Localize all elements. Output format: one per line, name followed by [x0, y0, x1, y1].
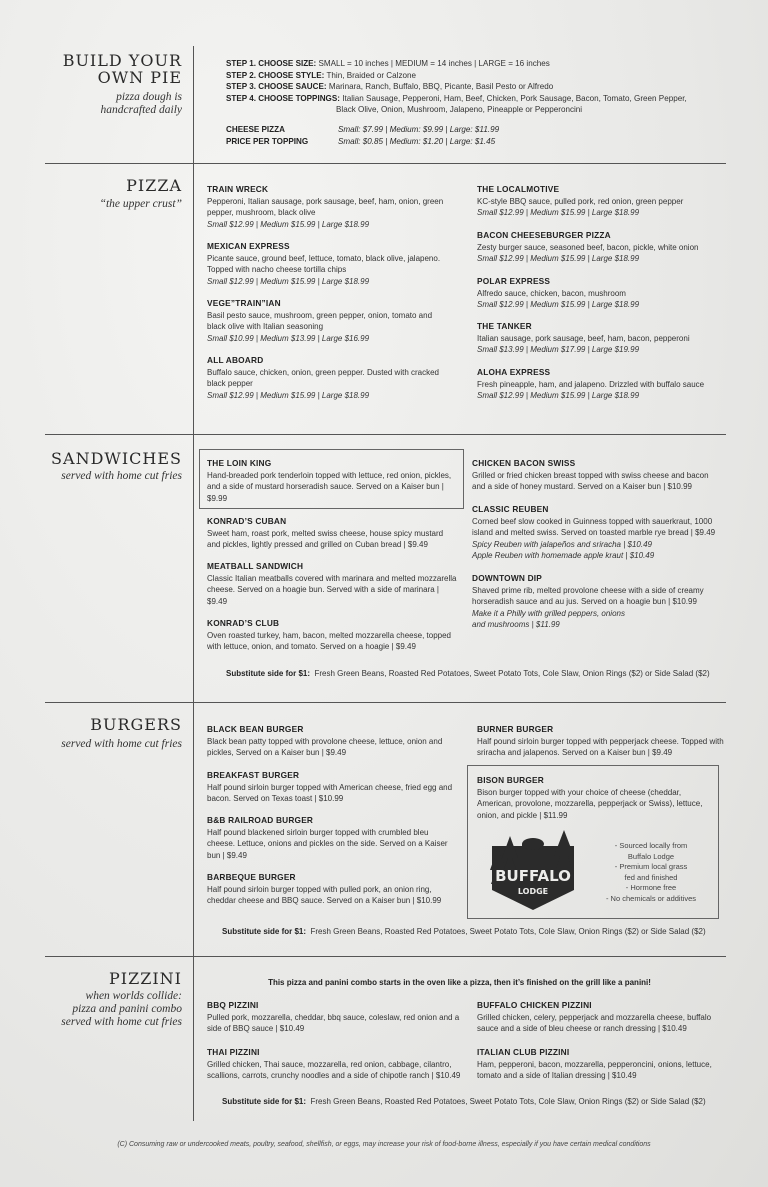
sandwich-item: KONRAD’S CLUB Oven roasted turkey, ham, bacon, melted mozzarella cheese, topped with lettuce, onion, and tomato. Served on a hoagie | $9.49: [207, 618, 451, 652]
sandwich-item: CHICKEN BACON SWISS Grilled or fried chicken breast topped with swiss cheese and bacon and a side of honey mustard. Served on a Kaiser bun | $10.99: [472, 458, 709, 492]
column-divider: [193, 46, 194, 1121]
sandwich-item: THE LOIN KING Hand-breaded pork tenderloin topped with lettuce, red onion, pickles, and a side of mustard horseradish sauce. Served on a Kaiser bun | $9.99: [207, 458, 452, 503]
food-safety-disclaimer: (C) Consuming raw or undercooked meats, poultry, seafood, shellfish, or eggs, may increase your risk of food-borne illness, especially if you have certain medical conditions: [117, 1141, 651, 1148]
pizzini-item: ITALIAN CLUB PIZZINI Ham, pepperoni, bacon, mozzarella, pepperoncini, onions, lettuce, tomato and a side of Italian dressing | $10.49: [477, 1047, 712, 1081]
pizza-item: ALOHA EXPRESS Fresh pineapple, ham, and jalapeno. Drizzled with buffalo sauce Small $12.99 | Medium $15.99 | Large $18.99: [477, 367, 705, 401]
pizzini-note: This pizza and panini combo starts in the oven like a pizza, then it’s finished on the grill like a panini!: [268, 978, 651, 987]
pizzini-title: PIZZINI: [109, 969, 182, 988]
pizzini-subtitle: when worlds collide: pizza and panini combo served with home cut fries: [61, 990, 182, 1028]
cheese-pizza-price: Small: $7.99 | Medium: $9.99 | Large: $11.99: [338, 125, 500, 134]
burgers-subtitle: served with home cut fries: [61, 738, 182, 750]
sandwiches-subtitle: served with home cut fries: [61, 470, 182, 482]
pizza-item: POLAR EXPRESS Alfredo sauce, chicken, bacon, mushroom Small $12.99 | Medium $15.99 | Large $18.99: [477, 276, 640, 310]
pizza-subtitle: “the upper crust”: [99, 198, 182, 210]
burger-substitute: Substitute side for $1: Fresh Green Beans, Roasted Red Potatoes, Sweet Potato Tots, Cole Slaw, Onion Rings ($2) or Side Salad ($2): [222, 927, 706, 936]
pizza-item: ALL ABOARD Buffalo sauce, chicken, onion, green pepper. Dusted with cracked black pepper Small $12.99 | Medium $15.99 | Large $18.99: [207, 355, 439, 400]
burger-item: BURNER BURGER Half pound sirloin burger topped with pepperjack cheese. Topped with sriracha and jalapenos. Served on a Kaiser bun | $9.49: [477, 724, 724, 758]
sandwiches-title: SANDWICHES: [51, 449, 182, 468]
burger-item: BLACK BEAN BURGER Black bean patty topped with provolone cheese, lettuce, onion and pickles, Served on a Kaiser bun | $9.49: [207, 724, 443, 758]
section-divider-sandwiches: [45, 702, 726, 703]
logo-text-lodge: LODGE: [517, 887, 549, 896]
pizza-item: VEGE”TRAIN”IAN Basil pesto sauce, mushroom, green pepper, onion, tomato and black olive with Italian seasoning Small $10.99 | Medium $13.99 | Large $16.99: [207, 298, 433, 343]
sandwich-substitute: Substitute side for $1: Fresh Green Beans, Roasted Red Potatoes, Sweet Potato Tots, Cole Slaw, Onion Rings ($2) or Side Salad ($2): [226, 669, 710, 678]
section-divider-burgers: [45, 956, 726, 957]
cheese-pizza-label: CHEESE PIZZA: [226, 125, 285, 134]
pizzini-substitute: Substitute side for $1: Fresh Green Beans, Roasted Red Potatoes, Sweet Potato Tots, Cole Slaw, Onion Rings ($2) or Side Salad ($2): [222, 1097, 706, 1106]
base-prices: [226, 124, 499, 147]
pizza-item: THE TANKER Italian sausage, pork sausage, beef, ham, bacon, pepperoni Small $13.99 | Medium $17.99 | Large $19.99: [477, 321, 690, 355]
topping-price: Small: $0.85 | Medium: $1.20 | Large: $1.45: [338, 136, 496, 146]
sandwich-item: CLASSIC REUBEN Corned beef slow cooked in Guinness topped with sauerkraut, 1000 island and melted swiss. Served on toasted marble rye bread | $9.49 Spicy Reuben with jalapeños and sriracha | $10.49 Apple Reuben with homemade apple kraut | $10.49: [472, 504, 716, 560]
pizzini-item: BBQ PIZZINI Pulled pork, mozzarella, cheddar, bbq sauce, coleslaw, red onion and a side of BBQ sauce | $10.49: [207, 1000, 460, 1034]
burger-item: BREAKFAST BURGER Half pound sirloin burger topped with American cheese, fried egg and bacon. Served on Texas toast | $10.99: [207, 770, 453, 804]
step-2: STEP 2. CHOOSE STYLE: Thin, Braided or Calzone: [226, 70, 416, 80]
pizza-item: THE LOCALMOTIVE KC-style BBQ sauce, pulled pork, red onion, green pepper Small $12.99 | Medium $15.99 | Large $18.99: [477, 184, 684, 218]
bison-notes: - Sourced locally from Buffalo Lodge - Premium local grass fed and finished - Hormone free - No chemicals or additives: [605, 841, 697, 903]
pizza-item: MEXICAN EXPRESS Picante sauce, ground beef, lettuce, tomato, black olive, jalapeno. Topped with nacho cheese tortilla chips Small $12.99 | Medium $15.99 | Large $18.99: [207, 241, 441, 286]
section-divider-pizza: [45, 434, 726, 435]
burger-item: BISON BURGER Bison burger topped with your choice of cheese (cheddar, American, provolone, mozzarella, pepperjack or Swiss), lettuce, onion, and pickle | $11.99: [477, 775, 703, 820]
step-3: STEP 3. CHOOSE SAUCE: Marinara, Ranch, Buffalo, BBQ, Picante, Basil Pesto or Alfredo: [226, 82, 554, 92]
section-divider-build: [45, 163, 726, 164]
logo-text-buffalo: BUFFALO: [495, 867, 571, 885]
build-steps: [226, 58, 687, 116]
step-4: STEP 4. CHOOSE TOPPINGS: Italian Sausage, Pepperoni, Ham, Beef, Chicken, Pork Sausage, Bacon, Tomato, Green Pepper,: [226, 93, 687, 103]
burgers-title: BURGERS: [90, 715, 182, 734]
step-1: STEP 1. CHOOSE SIZE: SMALL = 10 inches | MEDIUM = 14 inches | LARGE = 16 inches: [226, 59, 550, 68]
step-4-cont: Black Olive, Onion, Mushroom, Jalapeno, Pineapple or Pepperoncini: [336, 105, 583, 115]
topping-price-label: PRICE PER TOPPING: [226, 136, 309, 146]
pizza-title: PIZZA: [126, 176, 182, 195]
pizzini-item: BUFFALO CHICKEN PIZZINI Grilled chicken, celery, pepperjack and mozzarella cheese, buffalo sauce and a side of bleu cheese or ranch dressing | $10.49: [477, 1000, 712, 1034]
pizzini-item: THAI PIZZINI Grilled chicken, Thai sauce, mozzarella, red onion, cabbage, cilantro, scallions, carrots, crunchy noodles and a side of chipotle ranch | $10.49: [207, 1047, 461, 1081]
sandwich-item: MEATBALL SANDWICH Classic Italian meatballs covered with marinara and melted mozzarella cheese. Served on a hoagie bun. Served with a side of marinara | $9.49: [207, 561, 457, 606]
burger-item: BARBEQUE BURGER Half pound sirloin burger topped with pulled pork, an onion ring, cheddar cheese and BBQ sauce. Served on a Kaiser bun | $10.99: [207, 872, 442, 906]
build-title: BUILD YOUR OWN PIE: [62, 51, 182, 87]
build-subtitle: pizza dough is handcrafted daily: [100, 91, 182, 116]
pizza-item: TRAIN WRECK Pepperoni, Italian sausage, pork sausage, beef, ham, onion, green pepper, mushroom, black olive Small $12.99 | Medium $15.99 | Large $18.99: [207, 184, 444, 229]
sandwich-item: DOWNTOWN DIP Shaved prime rib, melted provolone cheese with a side of creamy horseradish sauce and au jus. Served on a hoagie bun | $10.99 Make it a Philly with grilled peppers, onions and mushrooms | $11.99: [472, 573, 704, 629]
buffalo-lodge-logo: [488, 828, 578, 912]
burger-item: B&B RAILROAD BURGER Half pound blackened sirloin burger topped with crumbled bleu cheese. Lettuce, onions and pickles on the side. Served on a Kaiser bun | $9.49: [207, 815, 448, 860]
pizza-item: BACON CHEESEBURGER PIZZA Zesty burger sauce, seasoned beef, bacon, pickle, white onion Small $12.99 | Medium $15.99 | Large $18.99: [477, 230, 699, 264]
sandwich-item: KONRAD’S CUBAN Sweet ham, roast pork, melted swiss cheese, house spicy mustard and pickles, lightly pressed and grilled on Cuban bread | $9.49: [207, 516, 444, 550]
